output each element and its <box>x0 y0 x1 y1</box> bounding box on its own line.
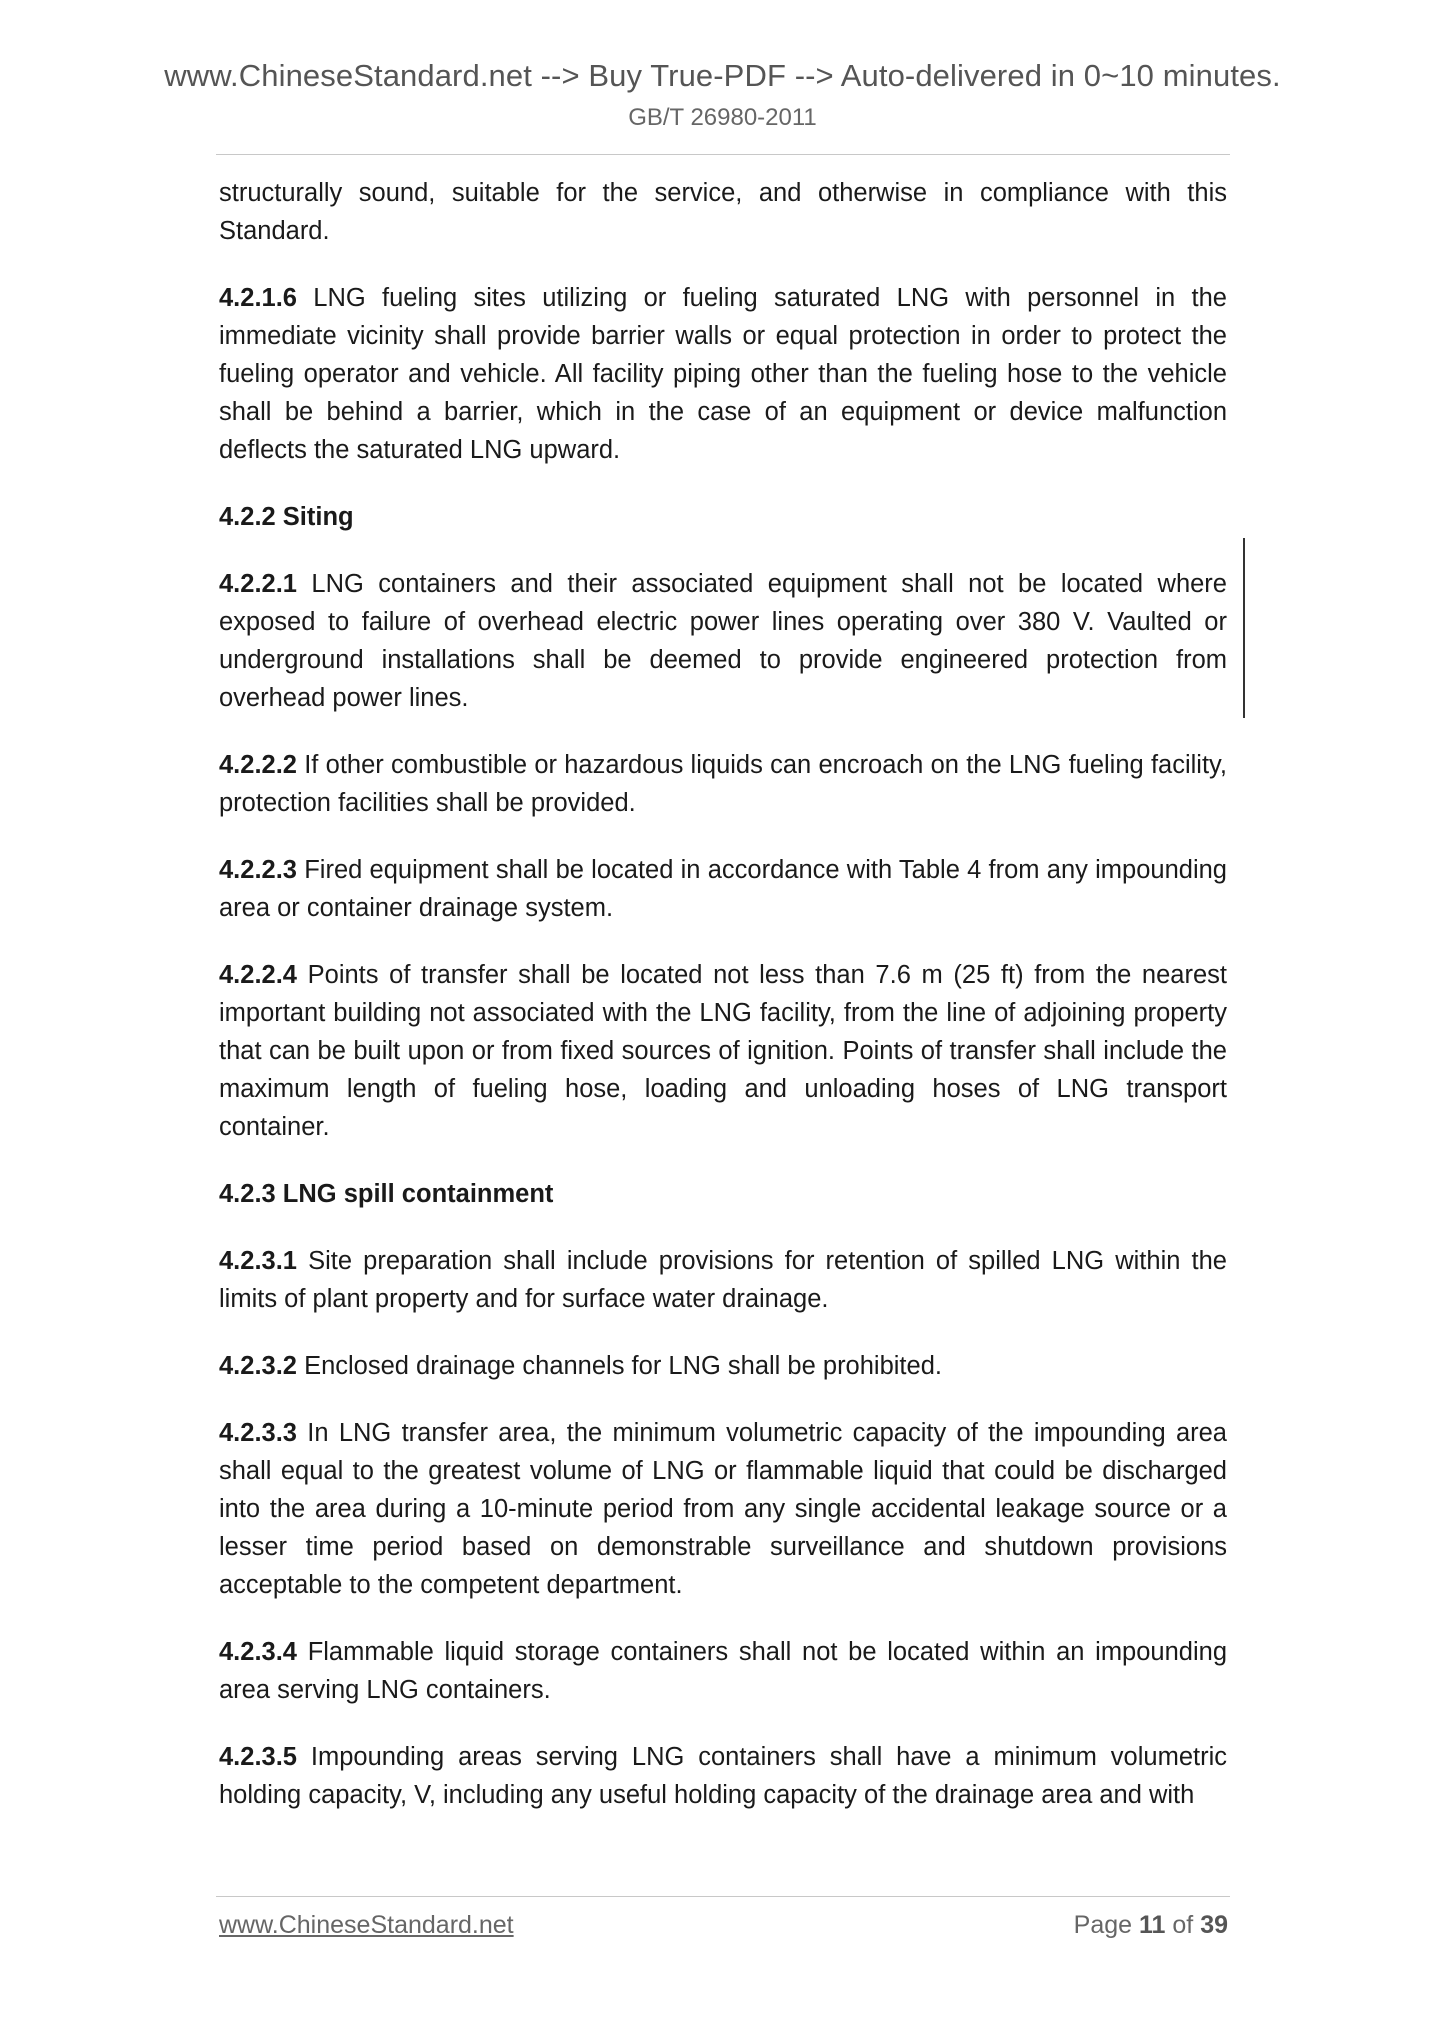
section-heading-siting: 4.2.2 Siting <box>219 503 354 531</box>
page-current: 11 <box>1138 1911 1166 1939</box>
clause-text: Fired equipment shall be located in accordance with Table 4 from any impounding area or container drainage system. <box>219 856 1227 922</box>
clause-text: Flammable liquid storage containers shall not be located within an impounding area serving LNG containers. <box>219 1638 1227 1704</box>
revision-change-bar <box>1243 538 1245 718</box>
clause-number: 4.2.3.5 <box>219 1743 297 1771</box>
page-indicator: Page 11 of 39 <box>1073 1911 1228 1939</box>
section-heading-spill-containment: 4.2.3 LNG spill containment <box>219 1180 554 1208</box>
clause-4-2-3-5 <box>219 1738 1227 1814</box>
header-banner: www.ChineseStandard.net --> Buy True-PDF --> Auto-delivered in 0~10 minutes. <box>164 58 1281 93</box>
clause-number: 4.2.3.3 <box>219 1419 297 1447</box>
footer-divider <box>216 1896 1230 1897</box>
clause-4-2-3-3 <box>219 1414 1227 1604</box>
clause-4-2-3-1 <box>219 1242 1227 1318</box>
clause-number: 4.2.3.4 <box>219 1638 297 1666</box>
clause-4-2-2-4 <box>219 956 1227 1146</box>
clause-4-2-2-3 <box>219 851 1227 927</box>
page-total: 39 <box>1200 1911 1228 1939</box>
clause-number: 4.2.3.2 <box>219 1352 297 1380</box>
clause-text: Points of transfer shall be located not less than 7.6 m (25 ft) from the nearest important building not associated with the LNG facility, from the line of adjoining property that can be built upon or from fixed sources of ignition. Points of transfer shall include the maximum length of fueling hose, loading and unloading hoses of LNG transport container. <box>219 961 1227 1141</box>
clause-text: LNG fueling sites utilizing or fueling saturated LNG with personnel in the immediate vicinity shall provide barrier walls or equal protection in order to protect the fueling operator and vehicle. All facility piping other than the fueling hose to the vehicle shall be behind a barrier, which in the case of an equipment or device malfunction deflects the saturated LNG upward. <box>219 284 1227 464</box>
clause-number: 4.2.3.1 <box>219 1247 297 1275</box>
clause-number: 4.2.2.1 <box>219 570 297 598</box>
paragraph-continuation: structurally sound, suitable for the service, and otherwise in compliance with this Standard. <box>219 179 1227 245</box>
document-body <box>219 174 1227 1843</box>
clause-number: 4.2.1.6 <box>219 284 297 312</box>
document-id: GB/T 26980-2011 <box>628 104 817 131</box>
clause-number: 4.2.2.3 <box>219 856 297 884</box>
clause-text: If other combustible or hazardous liquids can encroach on the LNG fueling facility, protection facilities shall be provided. <box>219 751 1227 817</box>
footer-site-link[interactable]: www.ChineseStandard.net <box>219 1911 514 1939</box>
clause-4-2-3-4 <box>219 1633 1227 1709</box>
clause-number: 4.2.2.4 <box>219 961 297 989</box>
clause-text: LNG containers and their associated equipment shall not be located where exposed to failure of overhead electric power lines operating over 380 V. Vaulted or underground installations shall be deemed to provide engineered protection from overhead power lines. <box>219 570 1227 712</box>
clause-4-2-2-1 <box>219 565 1227 717</box>
clause-4-2-3-2 <box>219 1347 1227 1385</box>
clause-text: In LNG transfer area, the minimum volumetric capacity of the impounding area shall equal to the greatest volume of LNG or flammable liquid that could be discharged into the area during a 10-minute period from any single accidental leakage source or a lesser time period based on demonstrable surveillance and shutdown provisions acceptable to the competent department. <box>219 1419 1227 1599</box>
clause-4-2-2-2 <box>219 746 1227 822</box>
clause-text: Site preparation shall include provisions for retention of spilled LNG within the limits of plant property and for surface water drainage. <box>219 1247 1227 1313</box>
clause-text: Impounding areas serving LNG containers shall have a minimum volumetric holding capacity, V, including any useful holding capacity of the drainage area and with <box>219 1743 1227 1809</box>
clause-number: 4.2.2.2 <box>219 751 297 779</box>
clause-4-2-1-6 <box>219 279 1227 469</box>
clause-text: Enclosed drainage channels for LNG shall be prohibited. <box>296 1352 942 1380</box>
header-divider <box>216 154 1230 155</box>
